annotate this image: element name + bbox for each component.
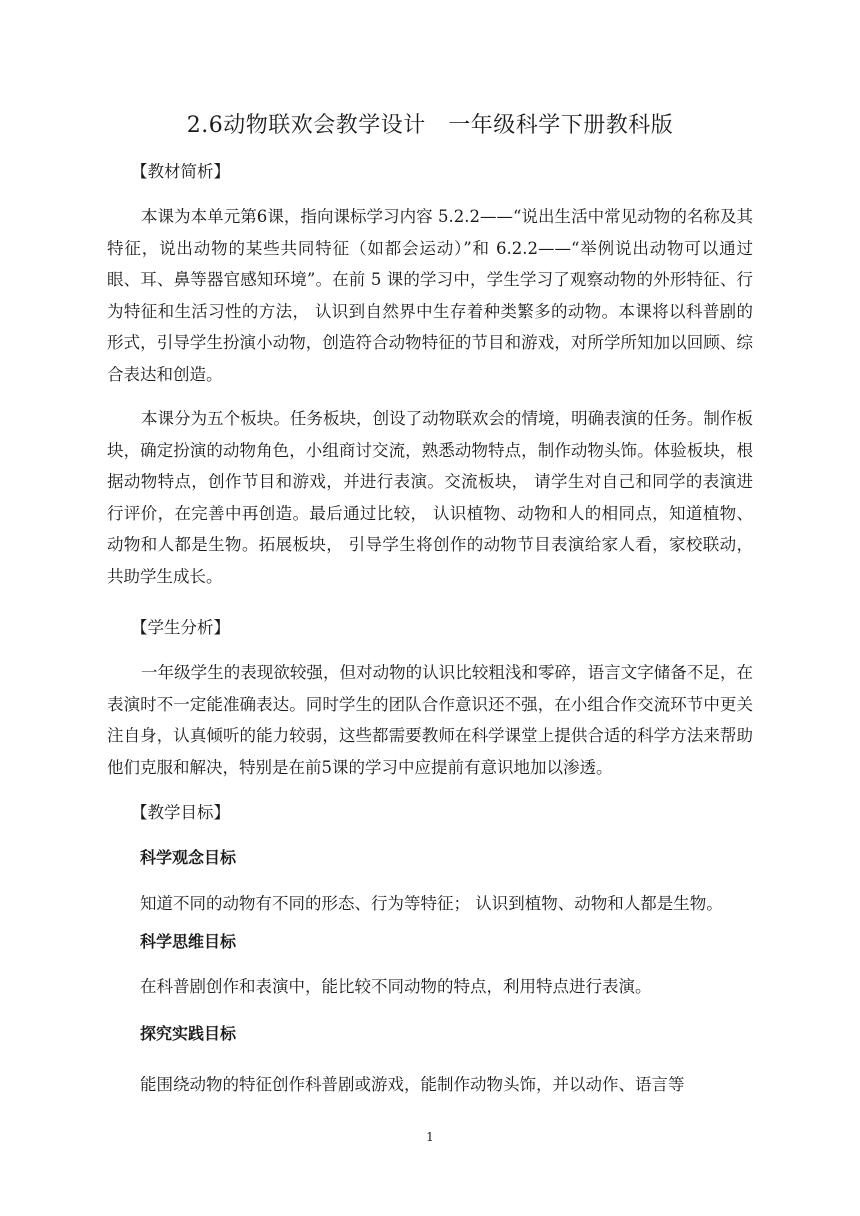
subheading-practice-goals: 探究实践目标 — [140, 1024, 237, 1043]
text-thinking-goals: 在科普剧创作和表演中，能比较不同动物的特点，利用特点进行表演。 — [140, 977, 652, 996]
paragraph-student-analysis: 一年级学生的表现欲较强，但对动物的认识比较粗浅和零碎，语言文字储备不足，在表演时不一定能准确表达。同时学生的团队合作意识还不强，在小组合作交流环节中更关注自身，认真倾听的能力较弱，这些都需要教师在科学课堂上提供合适的科学方法来帮助他们克服和解决，特别是在前5课的学习中应提前有意识地加以渗透。 — [107, 663, 753, 777]
section-heading-student-analysis: 【学生分析】 — [131, 618, 230, 637]
paragraph-textbook-analysis-2: 本课分为五个板块。任务板块，创设了动物联欢会的情境，明确表演的任务。制作板块，确定扮演的动物角色，小组商讨交流，熟悉动物特点，制作动物头饰。体验板块，根据动物特点，创作节目和游戏，并进行表演。交流板块， 请学生对自己和同学的表演进行评价，在完善中再创造。最后通过比较， 认识植物、动物和人的相同点，知道植物、动物和人都是生物。拓展板块， 引导学生将创作的动物节目表演给家人看，家校联动，共助学生成长。 — [107, 409, 753, 586]
text-practice-goals: 能围绕动物的特征创作科普剧或游戏，能制作动物头饰，并以动作、语言等 — [140, 1075, 685, 1094]
subheading-thinking-goals: 科学思维目标 — [140, 932, 237, 951]
document-title: 2.6动物联欢会教学设计 一年级科学下册教科版 — [186, 113, 674, 138]
paragraph-textbook-analysis-1: 本课为本单元第6课，指向课标学习内容 5.2.2——“说出生活中常见动物的名称及其特征，说出动物的某些共同特征（如都会运动）”和 6.2.2——“举例说出动物可以通过眼、耳、鼻等器官感知环境”。在前 5 课的学习中，学生学习了观察动物的外形特征、行为特征和生活习性的方法， 认识到自然界中生存着种类繁多的动物。本课将以科普剧的形式，引导学生扮演小动物，创造符合动物特征的节目和游戏，对所学所知加以回顾、综合表达和创造。 — [107, 207, 753, 384]
section-heading-textbook-analysis: 【教材简析】 — [131, 162, 230, 181]
page-number: 1 — [426, 1130, 434, 1144]
text-concept-goals: 知道不同的动物有不同的形态、行为等特征； 认识到植物、动物和人都是生物。 — [140, 894, 723, 913]
section-heading-teaching-goals: 【教学目标】 — [131, 803, 230, 822]
subheading-concept-goals: 科学观念目标 — [140, 848, 237, 867]
